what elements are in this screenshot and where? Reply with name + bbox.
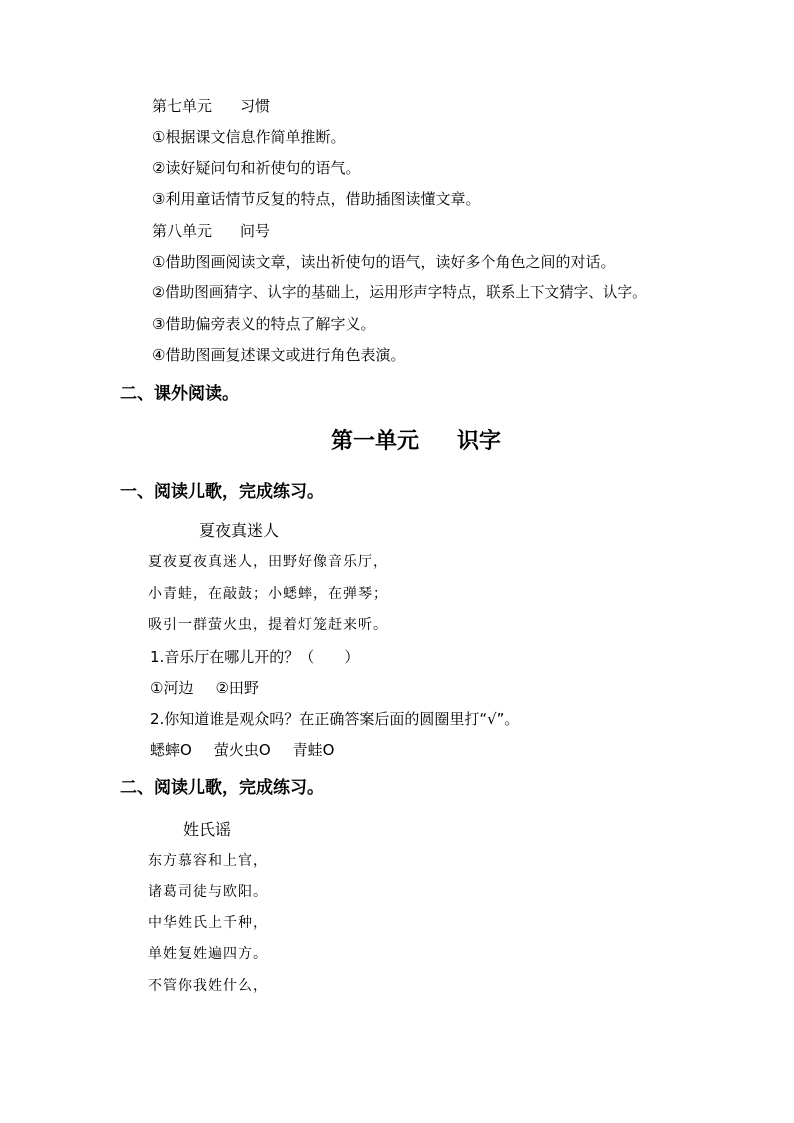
part1-title: 一、阅读儿歌，完成练习。	[120, 482, 324, 502]
part2-poem-line-4: 单姓复姓遍四方。	[148, 946, 268, 962]
unit1-label: 第一单元	[331, 429, 420, 454]
unit8-item-2: ②借助图画猜字、认字的基础上，运用形声字特点，联系上下文猜字、认字。	[152, 284, 647, 301]
part2-poem-line-5: 不管你我姓什么，	[148, 978, 268, 994]
part2-title: 二、阅读儿歌，完成练习。	[120, 778, 324, 798]
unit7-topic: 习惯	[240, 97, 271, 115]
part1-poem-line-3: 吸引一群萤火虫，提着灯笼赶来听。	[148, 617, 388, 633]
unit8-item-3: ③借助偏旁表义的特点了解字义。	[152, 315, 376, 333]
part1-question-2: 2.你知道谁是观众吗？在正确答案后面的圆圈里打“√”。	[150, 710, 520, 728]
part2-poem-line-1: 东方慕容和上官，	[148, 853, 268, 869]
unit8-topic: 问号	[240, 222, 271, 240]
part1-question-2-options	[150, 740, 334, 760]
unit1-topic: 识字	[457, 429, 502, 454]
option-field: ②田野	[215, 679, 259, 697]
unit7-item-2: ②读好疑问句和祈使句的语气。	[152, 159, 361, 177]
part2-poem-line-2: 诸葛司徒与欧阳。	[148, 884, 268, 900]
option-firefly: 萤火虫O	[213, 741, 271, 759]
part2-poem-line-3: 中华姓氏上千种，	[148, 915, 268, 931]
unit8-heading	[152, 221, 270, 241]
option-frog: 青蛙O	[292, 741, 335, 759]
option-cricket: 蟋蟀O	[150, 741, 192, 759]
part1-question-1-options	[150, 678, 259, 698]
section-extracurricular-title: 二、课外阅读。	[120, 384, 239, 404]
unit7-heading	[152, 96, 270, 116]
part2-poem-title: 姓氏谣	[183, 820, 232, 839]
unit8-item-4: ④借助图画复述课文或进行角色表演。	[152, 346, 406, 364]
unit7-item-1: ①根据课文信息作简单推断。	[152, 128, 346, 146]
option-river: ①河边	[150, 679, 194, 697]
unit7-label: 第七单元	[152, 97, 213, 115]
part1-poem-line-2: 小青蛙，在敲鼓；小蟋蟀，在弹琴；	[148, 586, 388, 602]
unit8-item-1: ①借助图画阅读文章，读出祈使句的语气，读好多个角色之间的对话。	[152, 253, 616, 271]
unit1-title	[331, 428, 501, 456]
part1-poem-title: 夏夜真迷人	[199, 521, 280, 540]
unit7-item-3: ③利用童话情节反复的特点，借助插图读懂文章。	[152, 190, 481, 208]
unit8-label: 第八单元	[152, 222, 213, 240]
part1-question-1: 1.音乐厅在哪儿开的？（ ）	[150, 648, 360, 666]
part1-poem-line-1: 夏夜夏夜真迷人，田野好像音乐厅，	[148, 554, 388, 570]
